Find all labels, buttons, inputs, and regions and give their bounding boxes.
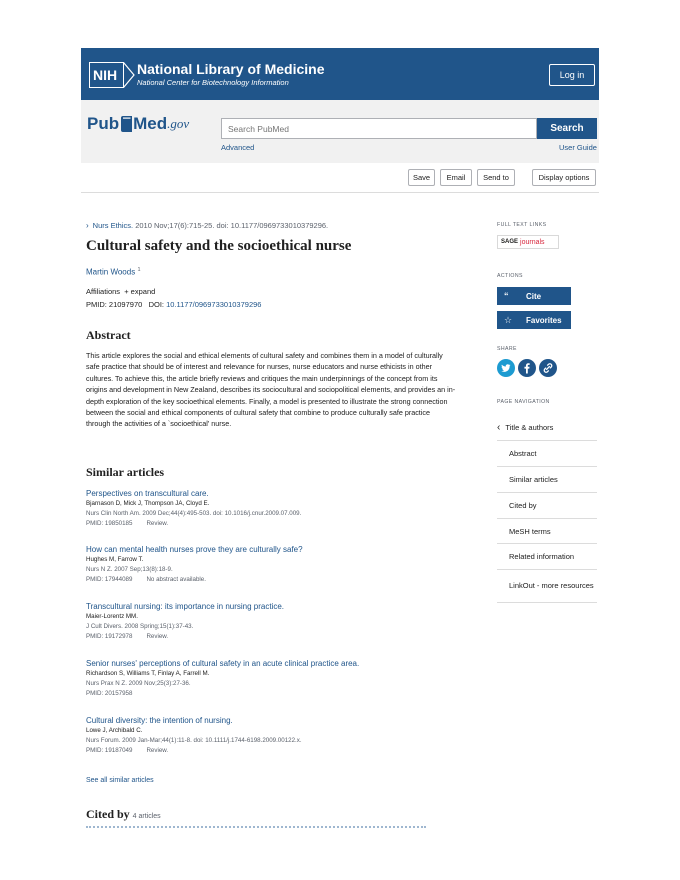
share-icons xyxy=(497,359,557,377)
similar-article-pmid: PMID: 20157958 xyxy=(86,690,133,697)
article-title: Cultural safety and the socioethical nurse xyxy=(86,238,352,254)
share-label: SHARE xyxy=(497,346,517,352)
journal-citation xyxy=(86,221,328,230)
affiliations-label: Affiliations xyxy=(86,287,121,296)
similar-article-item xyxy=(86,658,466,699)
cited-by-title: Cited by xyxy=(86,807,130,821)
similar-article-item xyxy=(86,544,466,585)
abstract-text: This article explores the social and ethical elements of cultural safety and combines them in a model of culturally safe practice that should be of interest and relevance for nurses, nurse educators and nurse ethicists in other cultures. To achieve this, the article briefly reviews and critiques the main underpinnings of the concept from its origins and development in New Zealand, describes its sociocultural and sociopolitical elements, and provides an in-depth exploration of the key socioethical elements. Finally, a model is presented to illustrate the strong connection between the social and ethical components of cultural safety that combine to produce culturally safe practice through the activities of a `socioethical' nurse. xyxy=(86,351,456,429)
org-subtitle: National Center for Biotechnology Information xyxy=(137,78,289,87)
logo-pub-text: Pub xyxy=(87,114,120,133)
nav-label: Title & authors xyxy=(505,422,554,432)
author-affiliation-number[interactable]: 1 xyxy=(137,267,141,273)
similar-article-title[interactable]: Perspectives on transcultural care. xyxy=(86,489,209,498)
similar-article-citation: Nurs Prax N Z. 2009 Nov;25(3):27-36. xyxy=(86,680,191,687)
similar-article-authors: Hughes M, Farrow T. xyxy=(86,556,144,563)
pubmed-page xyxy=(81,48,599,838)
similar-article-title[interactable]: How can mental health nurses prove they are culturally safe? xyxy=(86,545,303,554)
similar-article-item xyxy=(86,488,466,529)
similar-article-pmid-row xyxy=(86,575,466,585)
star-icon: ☆ xyxy=(504,314,513,325)
abstract-heading: Abstract xyxy=(86,328,131,342)
similar-article-pmid-row xyxy=(86,746,466,756)
pubmed-logo[interactable] xyxy=(87,114,189,138)
similar-article-title[interactable]: Cultural diversity: the intention of nursing. xyxy=(86,716,233,725)
logo-med-text: Med xyxy=(133,114,168,133)
favorites-button-label: Favorites xyxy=(526,315,562,325)
cited-by-count: 4 articles xyxy=(132,813,161,820)
chevron-left-icon: ‹ xyxy=(497,421,501,433)
similar-article-pmid: PMID: 19850185 xyxy=(86,520,133,527)
similar-article-citation: Nurs N Z. 2007 Sep;13(8):18-9. xyxy=(86,566,173,573)
similar-article-citation: J Cult Divers. 2008 Spring;15(1):37-43. xyxy=(86,623,194,630)
similar-article-tag: Review. xyxy=(146,747,169,754)
full-text-links-label: FULL TEXT LINKS xyxy=(497,222,547,228)
similar-article-citation: Nurs Forum. 2009 Jan-Mar;44(1):11-8. doi: 10.1111/j.1744-6198.2009.00122.x. xyxy=(86,737,302,744)
save-button[interactable]: Save xyxy=(408,169,435,186)
similar-article-authors: Bjarnason D, Mick J, Thompson JA, Cloyd E. xyxy=(86,500,210,507)
favorites-button[interactable] xyxy=(497,311,571,329)
search-button[interactable]: Search xyxy=(537,118,597,139)
cite-button-label: Cite xyxy=(526,291,542,301)
similar-article-title[interactable]: Transcultural nursing: its importance in nursing practice. xyxy=(86,602,285,611)
similar-article-citation: Nurs Clin North Am. 2009 Dec;44(4):495-503. doi: 10.1016/j.cnur.2009.07.009. xyxy=(86,510,302,517)
search-input[interactable] xyxy=(221,118,537,139)
logo-gov-text: .gov xyxy=(167,116,190,131)
similar-articles-heading: Similar articles xyxy=(86,465,165,479)
permalink-icon[interactable] xyxy=(539,359,557,377)
login-button[interactable]: Log in xyxy=(549,64,595,86)
similar-article-authors: Maier-Lorentz MM. xyxy=(86,613,138,620)
twitter-icon[interactable] xyxy=(497,359,515,377)
nav-title-authors[interactable] xyxy=(497,414,597,441)
author-link[interactable] xyxy=(86,267,141,277)
advanced-search-link[interactable]: Advanced xyxy=(221,143,255,152)
nav-mesh-terms[interactable]: MeSH terms xyxy=(497,519,597,544)
cited-by-truncated-content xyxy=(86,826,426,834)
journals-logo-text: journals xyxy=(520,238,545,246)
similar-article-pmid: PMID: 19172978 xyxy=(86,633,133,640)
sage-logo-text: SAGE xyxy=(501,239,519,245)
pmid-value: PMID: 21097970 xyxy=(86,300,143,309)
similar-article-tag: Review. xyxy=(146,633,169,640)
similar-article-item xyxy=(86,715,466,756)
citation-text: 2010 Nov;17(6):715-25. doi: 10.1177/0969733010379296. xyxy=(135,221,329,230)
nav-linkout[interactable]: LinkOut - more resources xyxy=(497,570,597,603)
nav-similar-articles[interactable]: Similar articles xyxy=(497,467,597,493)
sage-journals-link[interactable] xyxy=(497,235,559,249)
similar-article-title[interactable]: Senior nurses' perceptions of cultural safety in an acute clinical practice area. xyxy=(86,659,360,668)
similar-article-pmid-row xyxy=(86,689,466,699)
cite-button[interactable] xyxy=(497,287,571,305)
similar-article-pmid: PMID: 19187049 xyxy=(86,747,133,754)
cited-by-heading xyxy=(86,807,161,822)
org-title[interactable]: National Library of Medicine xyxy=(137,61,325,77)
similar-article-authors: Lowe J, Archibald C. xyxy=(86,727,143,734)
expand-affiliations-toggle[interactable]: + expand xyxy=(124,287,156,296)
pubmed-book-icon xyxy=(120,115,133,133)
divider xyxy=(81,192,599,193)
quote-icon: “ xyxy=(504,291,509,301)
similar-article-pmid-row xyxy=(86,632,466,642)
nav-cited-by[interactable]: Cited by xyxy=(497,493,597,519)
nih-header xyxy=(81,48,599,100)
nav-abstract[interactable]: Abstract xyxy=(497,441,597,467)
affiliations-row xyxy=(86,287,155,296)
author-name[interactable]: Martin Woods xyxy=(86,267,136,277)
actions-label: ACTIONS xyxy=(497,273,523,279)
svg-text:NIH: NIH xyxy=(93,67,118,83)
similar-article-authors: Richardson S, Williams T, Finlay A, Farrell M. xyxy=(86,670,210,677)
doi-link[interactable]: 10.1177/0969733010379296 xyxy=(166,300,262,309)
nih-logo-icon[interactable] xyxy=(89,62,135,88)
doi-label: DOI: xyxy=(148,300,164,309)
nav-related-information[interactable]: Related information xyxy=(497,544,597,570)
facebook-icon[interactable] xyxy=(518,359,536,377)
page-navigation-label: PAGE NAVIGATION xyxy=(497,399,550,405)
send-to-button[interactable]: Send to xyxy=(477,169,515,186)
user-guide-link[interactable]: User Guide xyxy=(559,143,597,152)
journal-link[interactable]: Nurs Ethics. xyxy=(92,221,134,230)
pmid-doi-row xyxy=(86,300,261,309)
similar-article-tag: Review. xyxy=(146,520,169,527)
see-all-similar-link[interactable]: See all similar articles xyxy=(86,777,154,784)
similar-article-pmid: PMID: 17944089 xyxy=(86,576,133,583)
similar-article-item xyxy=(86,601,466,642)
email-button[interactable]: Email xyxy=(440,169,472,186)
chevron-right-icon: › xyxy=(86,221,89,230)
similar-article-pmid-row xyxy=(86,519,466,529)
display-options-button[interactable]: Display options xyxy=(532,169,596,186)
similar-article-tag: No abstract available. xyxy=(146,576,206,583)
